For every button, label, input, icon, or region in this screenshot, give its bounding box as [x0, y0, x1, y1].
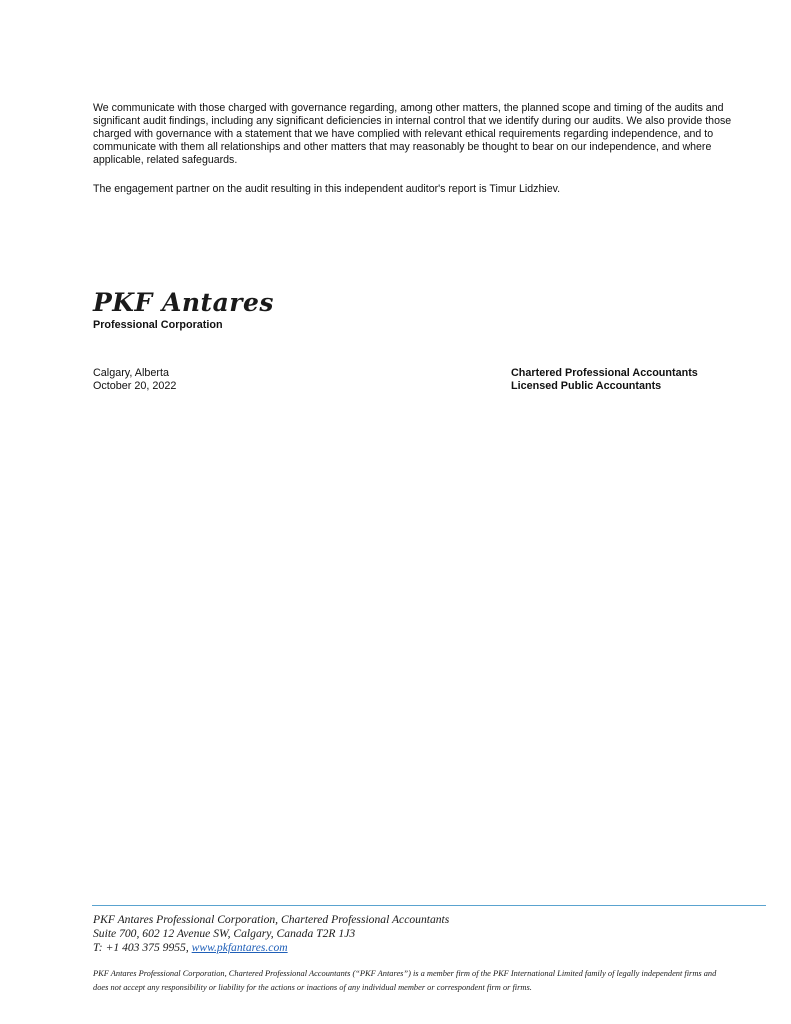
footer-website-link[interactable]: www.pkfantares.com	[191, 941, 288, 954]
footer-divider	[92, 905, 766, 906]
firm-subtitle: Professional Corporation	[93, 319, 223, 331]
footer-contact	[93, 941, 288, 954]
firm-signature: PKF Antares	[93, 288, 274, 317]
report-date: October 20, 2022	[93, 380, 177, 392]
footer-disclaimer: PKF Antares Professional Corporation, Chartered Professional Accountants (“PKF Antares”) is a member firm of the PKF International Limited family of legally independent firms and does not accept any responsibility or liability for the actions or inactions of any individual member or correspondent firm or firms.	[93, 969, 717, 992]
footer-address: Suite 700, 602 12 Avenue SW, Calgary, Canada T2R 1J3	[93, 927, 356, 940]
report-city: Calgary, Alberta	[93, 367, 170, 379]
footer-firm-line: PKF Antares Professional Corporation, Chartered Professional Accountants	[93, 913, 450, 926]
footer-phone: T: +1 403 375 9955,	[93, 941, 192, 954]
designation-chartered: Chartered Professional Accountants	[511, 367, 698, 379]
governance-paragraph: We communicate with those charged with governance regarding, among other matters, the planned scope and timing of the audits and significant audit findings, including any significant deficiencies in internal control that we identify during our audits. We also provide those charged with governance with a statement that we have complied with relevant ethical requirements regarding independence, and to communicate with them all relationships and other matters that may reasonably be thought to bear on our independence, and where applicable, related safeguards.	[93, 102, 732, 167]
designation-licensed: Licensed Public Accountants	[511, 380, 662, 392]
engagement-partner-paragraph: The engagement partner on the audit resulting in this independent auditor's report is Timur Lidzhiev.	[93, 183, 561, 195]
